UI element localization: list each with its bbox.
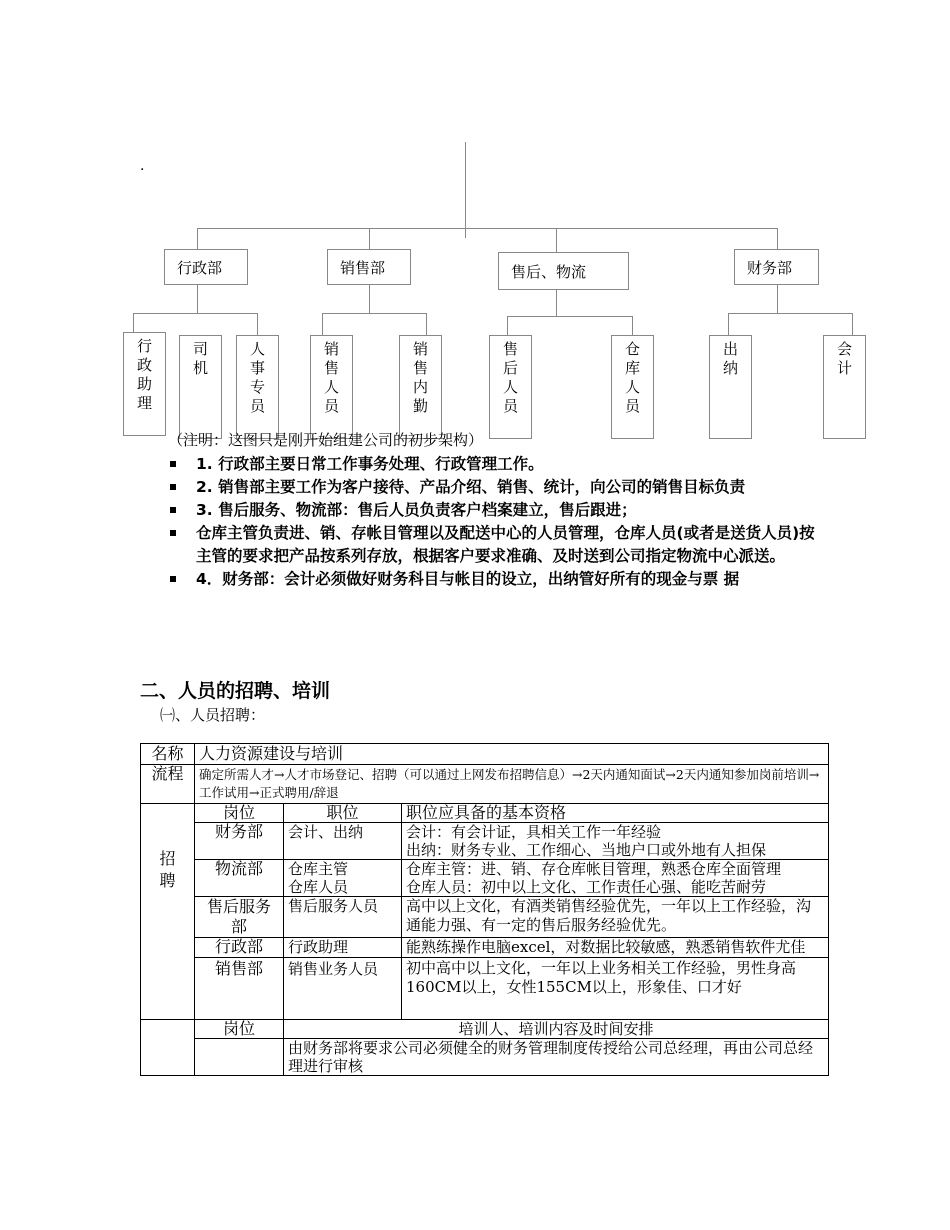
dept-aftersales: 售后、物流 — [498, 252, 629, 290]
bullet-item: 3. 售后服务、物流部：售后人员负责客户档案建立，售后跟进； — [168, 499, 818, 522]
org-subdrop — [133, 313, 134, 333]
row-dept: 行政部 — [195, 938, 284, 958]
org-drop — [556, 228, 557, 253]
row-dept: 财务部 — [195, 823, 284, 860]
org-stem — [556, 290, 557, 316]
process-label: 流程 — [141, 765, 195, 804]
header-qualification: 职位应具备的基本资格 — [402, 804, 829, 823]
sub-admin-assistant: 行政助理 — [123, 332, 166, 436]
training-blank — [141, 1020, 195, 1076]
org-stem — [777, 285, 778, 314]
table-row — [141, 897, 829, 938]
process-value: 确定所需人才→人才市场登记、招聘（可以通过上网发布招聘信息）→2天内通知面试→2天内通知参加岗前培训→工作试用→正式聘用/辞退 — [195, 765, 829, 804]
sub-warehouse-staff: 仓库人员 — [611, 335, 654, 439]
org-subdrop — [632, 316, 633, 335]
dept-admin: 行政部 — [164, 249, 248, 285]
row-position: 仓库主管 仓库人员 — [284, 860, 402, 897]
recruit-label-text: 招聘 — [159, 849, 176, 890]
bullet-item: 2. 销售部主要工作为客户接待、产品介绍、销售、统计，向公司的销售目标负责 — [168, 476, 818, 499]
training-header-post: 岗位 — [195, 1020, 284, 1039]
bullet-item: 1. 行政部主要日常工作事务处理、行政管理工作。 — [168, 453, 818, 476]
org-subdrop — [322, 313, 323, 335]
row-qualification: 高中以上文化，有酒类销售经验优先，一年以上工作经验，沟通能力强、有一定的售后服务经验优先。 — [402, 897, 829, 938]
sub-sales-staff: 销售人员 — [310, 335, 353, 439]
org-drop — [197, 228, 198, 250]
sub-hr: 人事专员 — [236, 335, 279, 439]
stray-dot: . — [140, 158, 145, 174]
org-bar — [322, 313, 426, 314]
row-dept: 物流部 — [195, 860, 284, 897]
org-stem — [197, 285, 198, 314]
org-bar — [507, 316, 632, 317]
row-qualification: 会计：有会计证，具相关工作一年经验 出纳：财务专业、工作细心、当地户口或外地有人担保 — [402, 823, 829, 860]
row-dept: 销售部 — [195, 958, 284, 1020]
section-title: 二、人员的招聘、培训 — [140, 680, 331, 702]
table-row — [141, 1039, 829, 1076]
recruitment-table — [140, 743, 829, 1076]
table-row — [141, 823, 829, 860]
org-stem — [369, 285, 370, 314]
table-row — [141, 938, 829, 958]
table-row — [141, 860, 829, 897]
org-subdrop — [507, 316, 508, 335]
org-bar — [133, 313, 257, 314]
sub-aftersales-staff: 售后人员 — [489, 335, 532, 439]
training-header-content: 培训人、培训内容及时间安排 — [284, 1020, 829, 1039]
row-position: 售后服务人员 — [284, 897, 402, 938]
table-row — [141, 958, 829, 1020]
sub-accountant: 会计 — [823, 335, 866, 439]
org-chart-note: （注明：这图只是刚开始组建公司的初步架构） — [168, 431, 484, 449]
org-bar — [728, 313, 852, 314]
org-subdrop — [426, 313, 427, 335]
row-position: 销售业务人员 — [284, 958, 402, 1020]
org-subdrop — [728, 313, 729, 335]
sub-driver: 司机 — [179, 335, 222, 439]
row-position: 行政助理 — [284, 938, 402, 958]
org-drop — [369, 228, 370, 250]
org-subdrop — [257, 313, 258, 335]
table-row — [141, 765, 829, 804]
org-drop — [777, 228, 778, 250]
sub-cashier: 出纳 — [709, 335, 752, 439]
table-row — [141, 744, 829, 765]
row-qualification: 仓库主管：进、销、存仓库帐目管理，熟悉仓库全面管理 仓库人员：初中以上文化、工作责任心强、能吃苦耐劳 — [402, 860, 829, 897]
training-row-content: 由财务部将要求公司必须健全的财务管理制度传授给公司总经理，再由公司总经理进行审核 — [284, 1039, 829, 1076]
dept-sales: 销售部 — [327, 249, 411, 285]
recruit-label — [141, 804, 195, 1020]
subsection-title: ㈠、人员招聘： — [160, 706, 266, 724]
table-row — [141, 804, 829, 823]
name-label: 名称 — [141, 744, 195, 765]
org-line-top — [465, 142, 466, 238]
org-subdrop — [852, 313, 853, 335]
row-position: 会计、出纳 — [284, 823, 402, 860]
header-post: 岗位 — [195, 804, 284, 823]
sub-sales-office: 销售内勤 — [399, 335, 442, 439]
dept-finance: 财务部 — [734, 249, 819, 285]
name-value: 人力资源建设与培训 — [195, 744, 829, 765]
table-row — [141, 1020, 829, 1039]
row-qualification: 能熟练操作电脑excel，对数据比较敏感，熟悉销售软件尤佳 — [402, 938, 829, 958]
duty-bullet-list — [168, 453, 818, 591]
bullet-item: 仓库主管负责进、销、存帐目管理以及配送中心的人员管理，仓库人员(或者是送货人员)按主管的要求把产品按系列存放，根据客户要求准确、及时送到公司指定物流中心派送。 — [168, 522, 818, 568]
org-line-h1 — [197, 228, 777, 229]
bullet-item: 4．财务部：会计必须做好财务科目与帐目的设立，出纳管好所有的现金与票 据 — [168, 568, 818, 591]
training-row-post — [195, 1039, 284, 1076]
row-dept: 售后服务部 — [195, 897, 284, 938]
row-qualification: 初中高中以上文化，一年以上业务相关工作经验，男性身高160CM以上，女性155CM以上，形象佳、口才好 — [402, 958, 829, 1020]
header-position: 职位 — [284, 804, 402, 823]
